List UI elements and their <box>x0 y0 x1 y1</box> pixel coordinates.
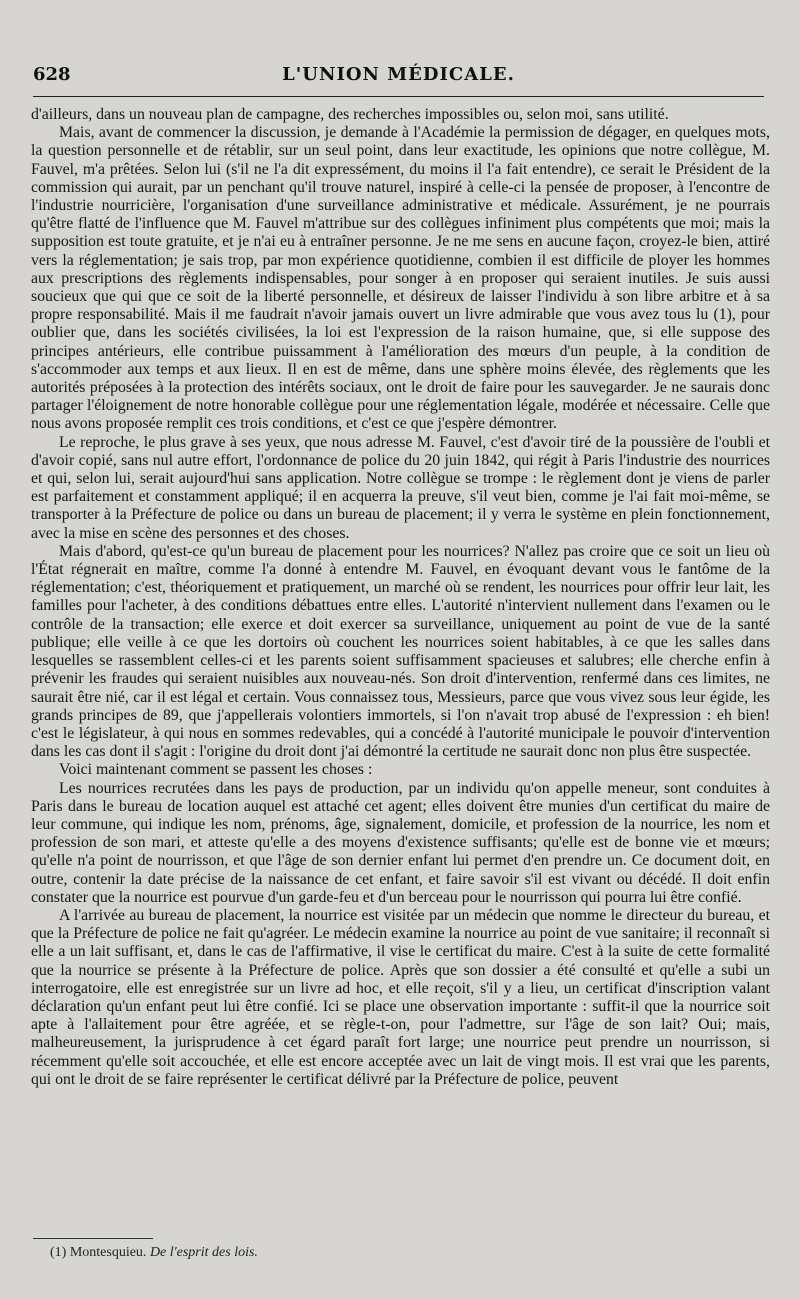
page-header <box>33 64 764 88</box>
header-rule <box>33 96 764 97</box>
running-head: L'UNION MÉDICALE. <box>282 64 515 85</box>
footnote-marker: (1) <box>50 1245 67 1260</box>
paragraph: Voici maintenant comment se passent les choses : <box>59 761 373 779</box>
body-text <box>31 106 770 1089</box>
paragraph: Le reproche, le plus grave à ses yeux, que nous adresse M. Fauvel, c'est d'avoir tiré de la poussière de l'oubli et d'avoir copié, sans nul autre effort, l'ordonnance de police du 20 juin 1842, qui régit à Paris l'industrie des nourrices et qui, selon lui, serait aujourd'hui sans application. Notre collègue se trompe : le règlement dont je viens de parler est parfaitement et constamment appliqué; il en acquerra la preuve, s'il veut bien, comme je l'ai fait moi-même, se transporter à la Préfecture de police ou dans un bureau de placement; il y verra le système en plein fonctionnement, avec la mise en scène des personnes et des choses. <box>31 433 770 542</box>
footnote <box>50 1245 258 1261</box>
paragraph: Mais, avant de commencer la discussion, je demande à l'Académie la permission de dégager, en quelques mots, la question personnelle et de rétablir, sur un seul point, dans leur exactitude, les opinions que notre collègue, M. Fauvel, m'a prêtées. Selon lui (s'il ne l'a dit expressément, du moins il l'a fait entendre), ce serait le Président de la commission qui aurait, par un penchant qu'il trouve naturel, inspiré à celle-ci la pensée de proposer, à l'encontre de l'industrie nourricière, l'organisation d'une surveillance administrative et médicale. Assurément, je ne pourrais qu'être flatté de l'influence que M. Fauvel m'attribue sur des collègues infiniment plus compétents que moi; mais la supposition est toute gratuite, et je n'ai eu à entraîner personne. Je ne me sens en aucune façon, croyez-le bien, attiré vers la réglementation; je sais trop, par mon expérience quotidienne, combien il est difficile de ployer les hommes aux prescriptions des règlements indispensables, pour songer à en proposer qui seraient inutiles. Je suis aussi soucieux que qui que ce soit de la liberté personnelle, et désireux de laisser l'individu à son libre arbitre et à sa propre responsabilité. Mais il me faudrait n'avoir jamais ouvert un livre admirable que vous avez tous lu (1), pour oublier que, dans les sociétés civilisées, la loi est l'expression de la raison humaine, que, si elle suppose des principes antérieurs, elle contribue puissamment à l'amélioration des mœurs d'un peuple, à la condition de s'accommoder aux temps et aux lieux. Il en est de même, dans une sphère moins élevée, des règlements que les autorités préposées à la protection des intérêts sociaux, ont le droit de faire pour les sauvegarder. Je ne saurais donc partager l'éloignement de notre honorable collègue pour une réglementation légale, modérée et nécessaire. Celle que nous avons proposée remplit ces trois conditions, et c'est ce que j'espère démontrer. <box>31 124 770 433</box>
paragraph: Mais d'abord, qu'est-ce qu'un bureau de placement pour les nourrices? N'allez pas croire que ce soit un lieu où l'État régnerait en maître, comme l'a donné à entendre M. Fauvel, en évoquant devant vous le fantôme de la réglementation; c'est, théoriquement et pratiquement, un marché où se rendent, les nourrices pour offrir leur lait, les familles pour l'acheter, à des conditions débattues entre elles. L'autorité n'intervient nullement dans l'examen ou le contrôle de la transaction; elle exerce et doit exercer sa surveillance, uniquement au point de vue de la santé publique; elle veille à ce que les dortoirs où couchent les nourrices soient habitables, à ce que les salles dans lesquelles se rassemblent celles-ci et les parents soient suffisamment spacieuses et salubres; elle cherche enfin à prévenir les fraudes qui seraient nuisibles aux nouveau-nés. Son droit d'intervention, renfermé dans ces limites, ne saurait être nié, car il est légal et certain. Vous connaissez tous, Messieurs, parce que vous vivez sous leur égide, les grands principes de 89, que j'appellerais volontiers immortels, si l'on n'avait trop abusé de l'expression : eh bien! c'est le législateur, à qui nous en sommes redevables, qui a concédé à l'autorité municipale le pouvoir d'intervention dans les cas dont il s'agit : l'origine du droit dont j'ai démontré la certitude ne saurait donc non plus être suspectée. <box>31 542 770 761</box>
footnote-author: Montesquieu. <box>69 1245 147 1260</box>
footnote-rule <box>33 1238 153 1239</box>
paragraph: Les nourrices recrutées dans les pays de production, par un individu qu'on appelle meneur, sont conduites à Paris dans le bureau de location auquel est attaché cet agent; elles doivent être munies d'un certificat du maire de leur commune, qui indique les nom, prénoms, âge, signalement, domicile, et profession de la nourrice, les nom et profession de son mari, et atteste qu'elle a des moyens d'existence suffisants; qu'elle est de bonne vie et mœurs; qu'elle n'a point de nourrisson, et que l'âge de son dernier enfant lui permet d'en prendre un. Ce document doit, en outre, contenir la date précise de la naissance de cet enfant, et faire savoir s'il est vivant ou décédé. Il doit enfin constater que la nourrice est pourvue d'un garde-feu et d'un berceau pour le nourrisson qui pourra lui être confié. <box>31 779 770 906</box>
footnote-title: De l'esprit des lois. <box>149 1245 258 1260</box>
paragraph: A l'arrivée au bureau de placement, la nourrice est visitée par un médecin que nomme le directeur du bureau, et que la Préfecture de police ne fait qu'agréer. Le médecin examine la nourrice au point de vue sanitaire; il reconnaît si elle a un lait suffisant, et, dans le cas de l'affirmative, il vise le certificat du maire. C'est à la suite de cette formalité que la nourrice se présente à la Préfecture de police. Après que son dossier a été consulté et qu'elle a subi un interrogatoire, elle est enregistrée sur un livre ad hoc, et elle reçoit, s'il y a lieu, un certificat d'inscription valant déclaration qu'un enfant peut lui être confié. Ici se place une observation importante : suffit-il que la nourrice soit apte à l'allaitement pour être agréée, et se règle-t-on, pour l'admettre, sur l'âge de son lait? Oui; mais, malheureusement, la jurisprudence à cet égard paraît fort large; une nourrice peut prendre un nourrisson, si récemment qu'elle soit accouchée, et elle est encore acceptée avec un lait de vingt mois. Il est vrai que les parents, qui ont le droit de se faire représenter le certificat délivré par la Préfecture de police, peuvent <box>31 906 770 1088</box>
paragraph: d'ailleurs, dans un nouveau plan de campagne, des recherches impossibles ou, selon moi, sans utilité. <box>31 106 669 123</box>
page-number: 628 <box>33 64 71 85</box>
